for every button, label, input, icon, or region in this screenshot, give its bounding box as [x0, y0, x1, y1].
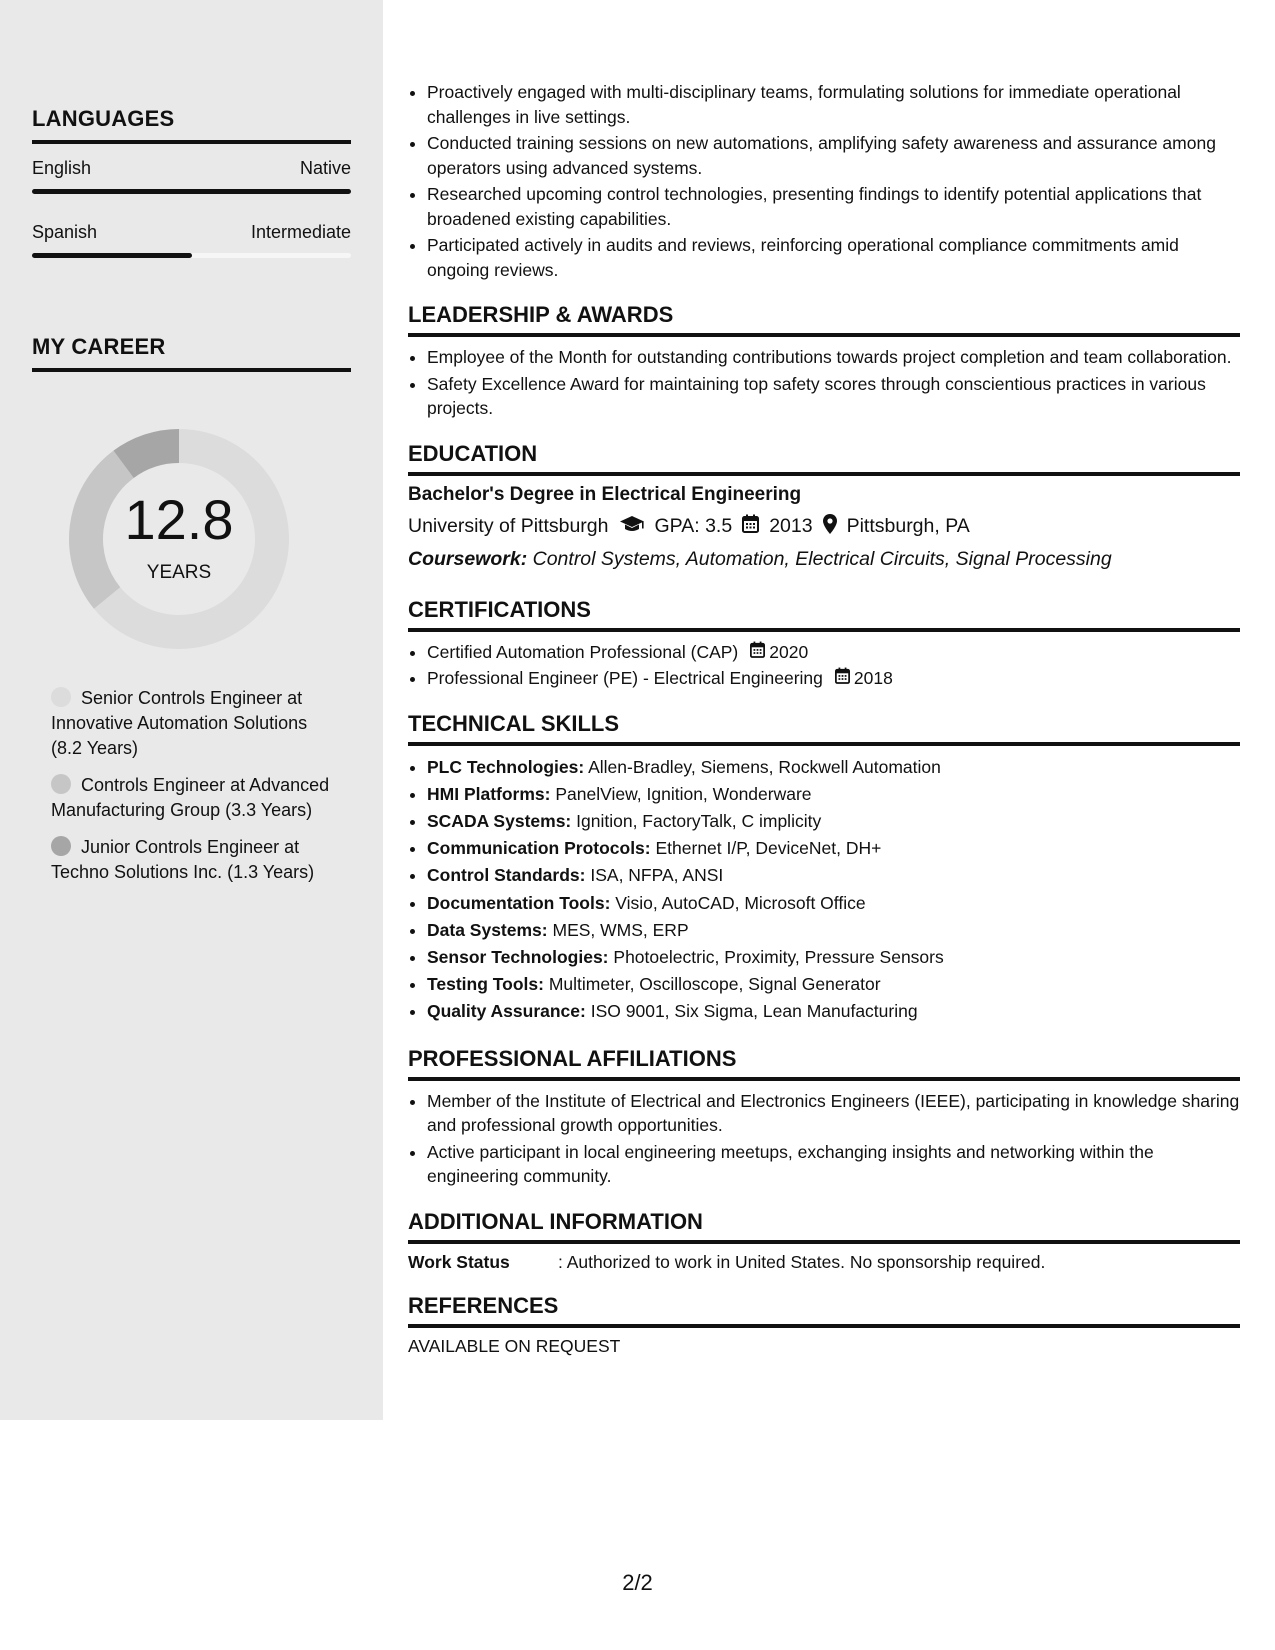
certification-name: • Certified Automation Professional (CAP)	[427, 641, 739, 662]
education-gpa: GPA: 3.5	[654, 515, 733, 537]
leadership-heading: LEADERSHIP & AWARDS	[408, 302, 1240, 337]
career-role	[51, 686, 341, 761]
certifications-heading: CERTIFICATIONS	[408, 597, 1240, 632]
certification-name: • Professional Engineer (PE) - Electrical Engineering	[427, 668, 823, 688]
career-role-dot	[51, 836, 71, 856]
career-donut-chart	[66, 426, 292, 652]
language-level: Intermediate	[250, 222, 351, 242]
skill-value: PanelView, Ignition, Wonderware	[555, 783, 812, 804]
coursework-list: Control Systems, Automation, Electrical Circuits, Signal Processing	[532, 547, 1112, 570]
certification-year: 2018	[853, 668, 893, 688]
career-role-dot	[51, 687, 71, 707]
skills-heading: TECHNICAL SKILLS	[408, 711, 1240, 746]
main-content	[408, 80, 1240, 1357]
skill-item	[427, 917, 1240, 944]
certification-item	[427, 666, 1240, 691]
languages-heading: LANGUAGES	[32, 106, 351, 144]
sidebar	[0, 0, 383, 1420]
skill-item	[427, 808, 1240, 835]
skill-label: Documentation Tools:	[427, 892, 611, 913]
skill-item	[427, 944, 1240, 971]
career-role-text: Controls Engineer at Advanced Manufacturing Group (3.3 Years)	[51, 775, 330, 820]
skill-label: Testing Tools:	[427, 974, 544, 995]
career-years-label: YEARS	[146, 562, 212, 583]
skill-value: ISA, NFPA, ANSI	[590, 865, 724, 886]
skill-label: HMI Platforms:	[427, 783, 551, 804]
skill-value: Photoelectric, Proximity, Pressure Sensors	[613, 946, 944, 967]
skill-item	[427, 890, 1240, 917]
career-legend	[51, 686, 341, 897]
certification-year: 2020	[769, 641, 809, 662]
skill-item	[427, 998, 1240, 1025]
skill-value: Ethernet I/P, DeviceNet, DH+	[655, 838, 882, 859]
education-degree: Bachelor's Degree in Electrical Engineering	[408, 483, 802, 505]
affiliations-heading: PROFESSIONAL AFFILIATIONS	[408, 1046, 1240, 1081]
skill-label: Control Standards:	[427, 865, 586, 886]
skill-value: Multimeter, Oscilloscope, Signal Generator	[548, 974, 881, 995]
skill-label: Quality Assurance:	[427, 1001, 586, 1022]
language-item	[32, 158, 351, 194]
language-name: English	[32, 158, 92, 178]
skill-value: Ignition, FactoryTalk, C implicity	[576, 810, 822, 831]
affiliation-item: • Member of the Institute of Electrical and Electronics Engineers (IEEE), participating in knowledge sharing and professional growth opportunities.	[427, 1089, 1240, 1138]
skill-label: PLC Technologies:	[427, 756, 585, 777]
education-heading: EDUCATION	[408, 441, 1240, 476]
language-proficiency-fill	[32, 189, 351, 194]
experience-bullets	[408, 80, 1240, 282]
leadership-list	[408, 345, 1240, 421]
calendar-icon	[742, 514, 759, 539]
certifications-list	[408, 640, 1240, 691]
career-role	[51, 835, 341, 885]
skill-value: Visio, AutoCAD, Microsoft Office	[615, 892, 866, 913]
skill-item	[427, 862, 1240, 889]
language-level: Native	[299, 158, 351, 178]
experience-bullet: • Proactively engaged with multi-disciplinary teams, formulating solutions for immediate operational challenges in live settings.	[427, 80, 1240, 129]
calendar-icon	[750, 640, 765, 665]
affiliation-item: • Active participant in local engineering meetups, exchanging insights and networking within the engineering community.	[427, 1140, 1240, 1189]
experience-bullet: • Conducted training sessions on new automations, amplifying safety awareness and assurance among operators using advanced systems.	[427, 131, 1240, 180]
language-item	[32, 222, 351, 258]
language-proficiency-fill	[32, 253, 192, 258]
languages-section	[32, 106, 351, 258]
skill-item	[427, 781, 1240, 808]
calendar-icon	[835, 666, 850, 691]
education-school: University of Pittsburgh	[408, 515, 609, 537]
career-role-text: Junior Controls Engineer at Techno Solutions Inc. (1.3 Years)	[51, 837, 315, 882]
additional-info-heading: ADDITIONAL INFORMATION	[408, 1209, 1240, 1244]
language-proficiency-bar	[32, 253, 351, 258]
education-year: 2013	[769, 515, 813, 537]
skill-label: Communication Protocols:	[427, 838, 651, 859]
graduation-cap-icon	[619, 515, 645, 539]
work-status-label: Work Status	[408, 1251, 510, 1272]
skill-item	[427, 754, 1240, 781]
coursework-label: Coursework:	[408, 547, 528, 570]
map-pin-icon	[823, 514, 837, 540]
work-status-value: : Authorized to work in United States. No sponsorship required.	[558, 1251, 1046, 1272]
work-status-row	[408, 1252, 1240, 1273]
skill-label: Data Systems:	[427, 919, 548, 940]
experience-bullet: • Researched upcoming control technologies, presenting findings to identify potential applications that broadened existing capabilities.	[427, 182, 1240, 231]
career-role-dot	[51, 774, 71, 794]
education-coursework	[408, 548, 1240, 571]
language-name: Spanish	[32, 222, 98, 242]
skill-value: MES, WMS, ERP	[552, 919, 689, 940]
affiliations-list	[408, 1089, 1240, 1189]
education-location: Pittsburgh, PA	[846, 515, 970, 537]
page-number: 2/2	[622, 1570, 653, 1595]
skill-item	[427, 835, 1240, 862]
references-text: AVAILABLE ON REQUEST	[408, 1335, 621, 1356]
career-section	[32, 334, 351, 372]
references-heading: REFERENCES	[408, 1293, 1240, 1328]
career-total-years: 12.8	[124, 488, 234, 551]
language-proficiency-bar	[32, 189, 351, 194]
career-role-text: Senior Controls Engineer at Innovative Automation Solutions (8.2 Years)	[51, 688, 308, 758]
skill-value: Allen-Bradley, Siemens, Rockwell Automation	[588, 756, 941, 777]
education-details	[408, 514, 1240, 540]
leadership-item: • Safety Excellence Award for maintaining top safety scores through conscientious practices in various projects.	[427, 372, 1240, 421]
skill-label: Sensor Technologies:	[427, 946, 609, 967]
certification-item	[427, 640, 1240, 665]
leadership-item: • Employee of the Month for outstanding contributions towards project completion and team collaboration.	[427, 345, 1240, 370]
skill-item	[427, 971, 1240, 998]
skill-label: SCADA Systems:	[427, 810, 572, 831]
skill-value: ISO 9001, Six Sigma, Lean Manufacturing	[590, 1001, 918, 1022]
career-role	[51, 773, 341, 823]
skills-list	[408, 754, 1240, 1026]
career-heading: MY CAREER	[32, 334, 351, 372]
experience-bullet: • Participated actively in audits and reviews, reinforcing operational compliance commitments amid ongoing reviews.	[427, 233, 1240, 282]
